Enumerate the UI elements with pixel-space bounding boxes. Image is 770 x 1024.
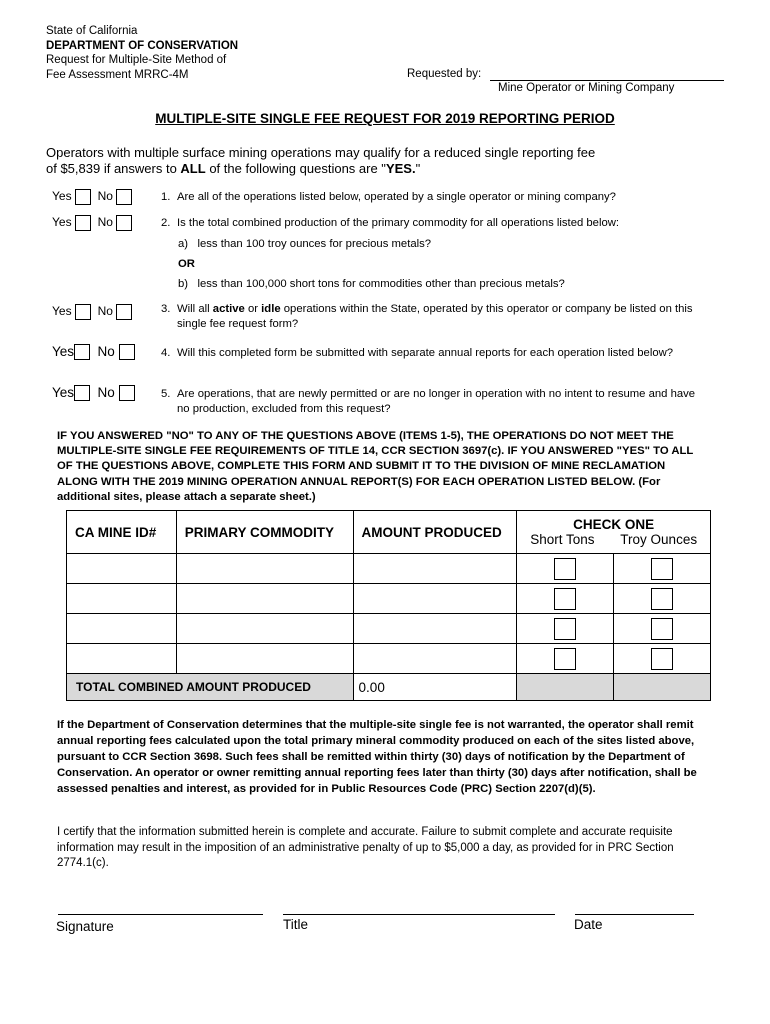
question-5 [161, 387, 706, 416]
requested-by-field[interactable] [490, 67, 724, 81]
amount-cell[interactable] [353, 644, 517, 674]
short-tons-checkbox[interactable] [554, 558, 576, 580]
question-1 [161, 190, 706, 205]
yes-no-q3 [52, 304, 132, 320]
question-number: 2. [161, 217, 171, 229]
troy-ounces-cell [614, 644, 711, 674]
requested-by-caption: Mine Operator or Mining Company [498, 82, 675, 94]
commodity-cell[interactable] [176, 644, 353, 674]
page-title: MULTIPLE-SITE SINGLE FEE REQUEST FOR 2019 REPORTING PERIOD [155, 111, 615, 126]
commodity-cell[interactable] [176, 554, 353, 584]
troy-ounces-label: Troy Ounces [620, 532, 698, 547]
table-row [67, 614, 711, 644]
troy-ounces-cell [614, 584, 711, 614]
short-tons-cell [517, 584, 614, 614]
mine-id-cell[interactable] [67, 584, 177, 614]
request-line: Request for Multiple-Site Method of [46, 54, 227, 66]
option-a-text: less than 100 troy ounces for precious metals? [197, 238, 432, 250]
yes-checkbox-q3[interactable] [75, 304, 91, 320]
yes-checkbox-q4[interactable] [74, 344, 90, 360]
troy-ounces-cell [614, 614, 711, 644]
yes-checkbox-q1[interactable] [75, 189, 91, 205]
short-tons-cell [517, 644, 614, 674]
q3-text-b: or [244, 303, 262, 315]
total-troy-ounces-cell [614, 674, 711, 701]
table-row [67, 554, 711, 584]
troy-ounces-cell [614, 554, 711, 584]
header-block [46, 24, 238, 82]
mine-id-cell[interactable] [67, 614, 177, 644]
mine-table [66, 510, 711, 701]
short-tons-label: Short Tons [530, 532, 595, 547]
yes-no-q4 [52, 344, 135, 360]
short-tons-checkbox[interactable] [554, 588, 576, 610]
col-mine-id: CA MINE ID# [67, 511, 177, 554]
intro-text-b: of the following questions are " [205, 161, 386, 176]
no-label: No [97, 215, 113, 230]
question-3 [161, 302, 706, 331]
yes-checkbox-q5[interactable] [74, 385, 90, 401]
intro-bold-yes: YES. [385, 161, 416, 176]
state-name: State of California [46, 25, 138, 37]
no-checkbox-q4[interactable] [119, 344, 135, 360]
q3-text-a: Will all [177, 303, 213, 315]
amount-cell[interactable] [353, 584, 517, 614]
requested-by-label: Requested by: [407, 68, 482, 80]
total-short-tons-cell [517, 674, 614, 701]
question-text: Are all of the operations listed below, operated by a single operator or mining company? [177, 191, 616, 203]
q2-or: OR [178, 258, 195, 270]
q3-bold-idle: idle [261, 303, 281, 315]
no-label: No [97, 189, 113, 204]
amount-cell[interactable] [353, 614, 517, 644]
intro-paragraph [46, 145, 726, 177]
unit-labels [517, 532, 710, 547]
troy-ounces-checkbox[interactable] [651, 618, 673, 640]
yes-no-q1 [52, 189, 132, 205]
signature-label: Signature [56, 919, 114, 934]
total-label: TOTAL COMBINED AMOUNT PRODUCED [67, 674, 354, 701]
question-number: 1. [161, 191, 171, 203]
question-number: 4. [161, 347, 171, 359]
q2-option-b [178, 277, 723, 292]
no-label: No [97, 304, 113, 319]
col-amount: AMOUNT PRODUCED [353, 511, 517, 554]
question-2 [161, 216, 706, 231]
question-text: Is the total combined production of the primary commodity for all operations listed below: [177, 217, 620, 229]
troy-ounces-checkbox[interactable] [651, 588, 673, 610]
yes-label: Yes [52, 385, 75, 400]
yes-label: Yes [52, 344, 75, 359]
yes-label: Yes [52, 304, 72, 319]
intro-text-c: " [415, 161, 421, 176]
table-row [67, 584, 711, 614]
short-tons-checkbox[interactable] [554, 618, 576, 640]
signature-line[interactable] [58, 913, 263, 915]
form-id: Fee Assessment MRRC-4M [46, 68, 189, 81]
troy-ounces-checkbox[interactable] [651, 558, 673, 580]
short-tons-cell [517, 554, 614, 584]
yes-label: Yes [52, 215, 72, 230]
no-checkbox-q5[interactable] [119, 385, 135, 401]
question-text [177, 302, 706, 331]
mine-id-cell[interactable] [67, 644, 177, 674]
date-label: Date [574, 917, 603, 932]
intro-line-2 [46, 161, 726, 177]
table-header-row [67, 511, 711, 554]
no-checkbox-q3[interactable] [116, 304, 132, 320]
question-number: 5. [161, 388, 171, 400]
no-checkbox-q2[interactable] [116, 215, 132, 231]
q3-bold-active: active [212, 303, 245, 315]
department-name: DEPARTMENT OF CONSERVATION [46, 39, 239, 52]
commodity-cell[interactable] [176, 584, 353, 614]
check-one-label: CHECK ONE [573, 517, 655, 532]
question-text: Will this completed form be submitted with separate annual reports for each operation listed below? [177, 347, 674, 359]
option-b-text: less than 100,000 short tons for commodities other than precious metals? [197, 278, 565, 290]
mine-id-cell[interactable] [67, 554, 177, 584]
intro-text-a: of $5,839 if answers to [46, 161, 181, 176]
title-line[interactable] [283, 913, 555, 915]
yes-no-q2 [52, 215, 132, 231]
question-text: Are operations, that are newly permitted or are no longer in operation with no intent to resume and have no production, excluded from this request? [177, 388, 696, 415]
yes-no-q5 [52, 385, 135, 401]
yes-label: Yes [52, 189, 72, 204]
amount-cell[interactable] [353, 554, 517, 584]
troy-ounces-checkbox[interactable] [651, 648, 673, 670]
col-check-one [517, 511, 711, 554]
title-label: Title [283, 917, 309, 932]
option-b-label: b) [178, 278, 189, 290]
intro-bold-all: ALL [180, 161, 206, 176]
no-checkbox-q1[interactable] [116, 189, 132, 205]
question-4 [161, 346, 706, 361]
short-tons-cell [517, 614, 614, 644]
q3-text-c: operations within the State, operated by this operator or company be listed on this single fee request form? [177, 303, 693, 330]
col-commodity: PRIMARY COMMODITY [176, 511, 353, 554]
date-line[interactable] [575, 913, 694, 915]
total-row [67, 674, 711, 701]
no-label: No [97, 344, 115, 359]
short-tons-checkbox[interactable] [554, 648, 576, 670]
certify-paragraph: I certify that the information submitted herein is complete and accurate. Failure to submit complete and accurate requisite information may result in the imposition of an administrative penalty of up to $5,000 a day, as provided for in PRC Section 2774.1(c). [57, 826, 674, 869]
question-number: 3. [161, 303, 171, 315]
total-value[interactable]: 0.00 [353, 674, 517, 701]
yes-checkbox-q2[interactable] [75, 215, 91, 231]
q2-option-a [178, 237, 723, 252]
table-row [67, 644, 711, 674]
no-label: No [97, 385, 115, 400]
determination-paragraph: If the Department of Conservation determines that the multiple-site single fee is not warranted, the operator shall remit annual reporting fees calculated upon the total primary mineral commodity produced on each of the sites listed above, pursuant to CCR Section 3698. Such fees shall be remitted within thirty (30) days of notification by the Department of Conservation. An operator or owner remitting annual reporting fees later than thirty (30) days after notification, shall be assessed penalties and interest, as provided for in Public Resources Code (PRC) Section 2207(d)(5). [57, 719, 697, 795]
warning-paragraph: IF YOU ANSWERED "NO" TO ANY OF THE QUESTIONS ABOVE (ITEMS 1-5), THE OPERATIONS DO NOT MEET THE MULTIPLE-SITE SINGLE FEE REQUIREMENTS OF TITLE 14, CCR SECTION 3697(c). IF YOU ANSWERED "YES" TO ALL OF THE QUESTIONS ABOVE, COMPLETE THIS FORM AND SUBMIT IT TO THE DIVISION OF MINE RECLAMATION ALONG WITH THE 2019 MINING OPERATION ANNUAL REPORT(S) FOR EACH OPERATION LISTED BELOW. (For additional sites, please attach a separate sheet.) [57, 430, 694, 503]
commodity-cell[interactable] [176, 614, 353, 644]
intro-line-1: Operators with multiple surface mining operations may qualify for a reduced single reporting fee [46, 145, 596, 160]
option-a-label: a) [178, 238, 189, 250]
